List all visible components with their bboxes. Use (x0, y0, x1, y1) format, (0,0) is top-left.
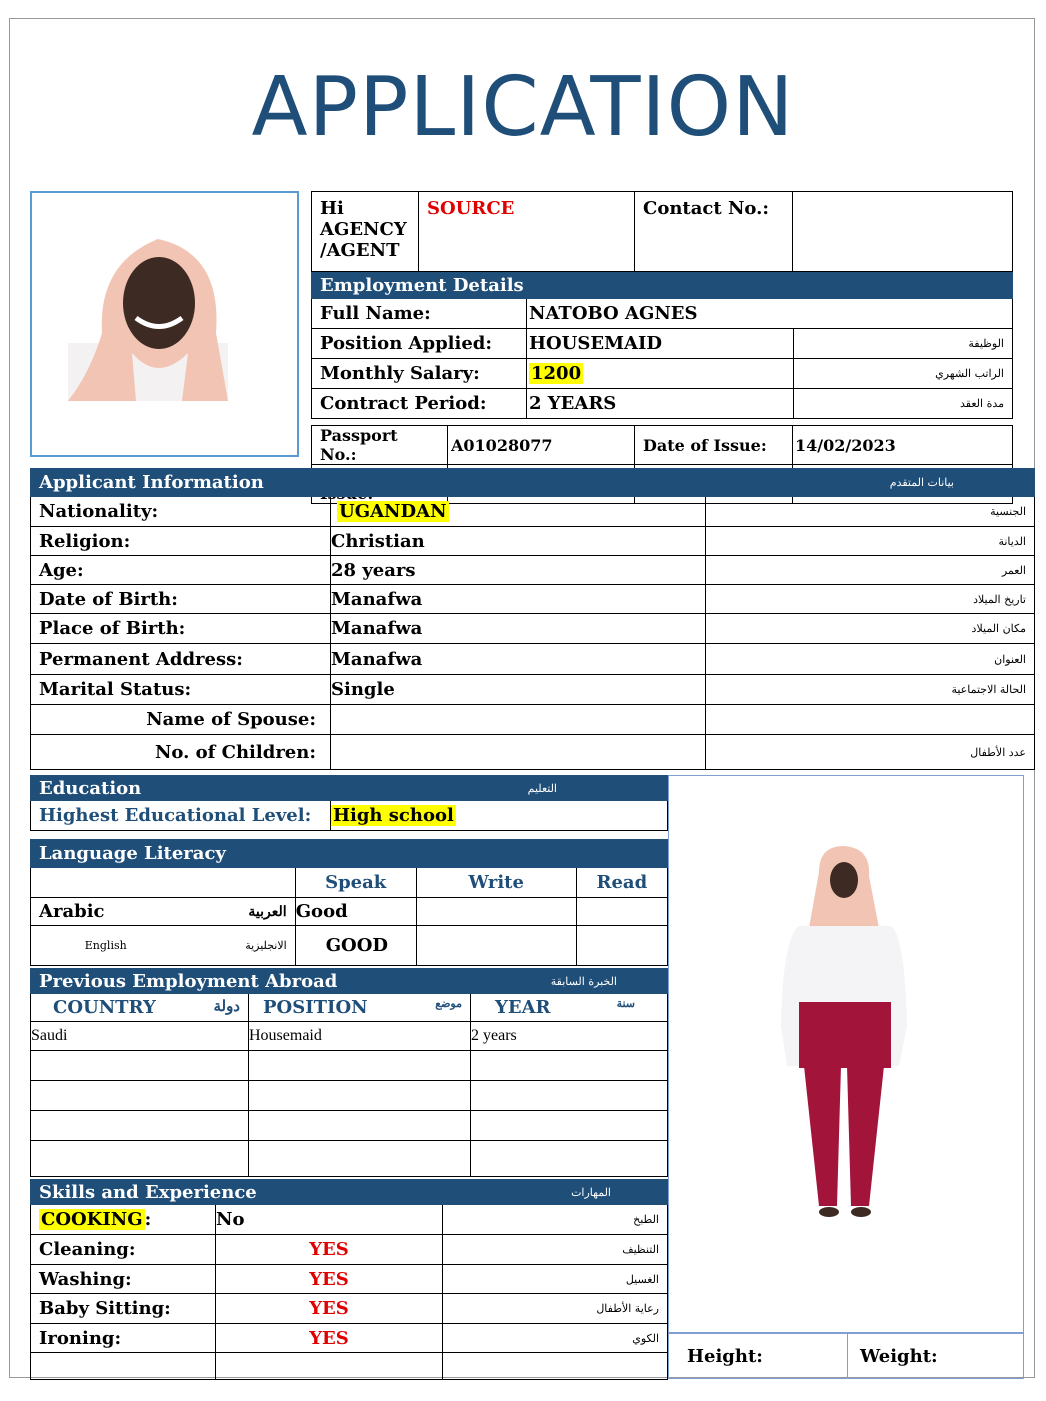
english-read (576, 926, 667, 966)
spouse-label: Name of Spouse: (31, 705, 331, 735)
table-row (31, 1022, 668, 1051)
babysitting-arabic: رعاية الأطفال (443, 1294, 668, 1324)
dob-label: Date of Birth: (31, 585, 331, 614)
spouse-arabic (706, 705, 1035, 735)
ironing-label: Ironing: (31, 1324, 216, 1353)
read-column-header: Read (576, 868, 667, 898)
year-column-arabic: سنة (616, 997, 635, 1010)
fullbody-photo (668, 775, 1024, 1333)
ironing-value: YES (216, 1324, 443, 1353)
previous-header: Previous Employment Abroad (31, 969, 471, 994)
height-label: Height: (669, 1334, 848, 1379)
address-label: Permanent Address: (31, 644, 331, 675)
speak-column-header: Speak (295, 868, 416, 898)
skills-header: Skills and Experience (31, 1180, 443, 1205)
english-write (416, 926, 576, 966)
religion-value: Christian (331, 527, 706, 556)
babysitting-value: YES (216, 1294, 443, 1324)
skills-header-arabic: المهارات (443, 1180, 668, 1205)
passport-no-label: Passport No.: (312, 426, 448, 465)
previous-country: Saudi (31, 1022, 249, 1051)
marital-label: Marital Status: (31, 675, 331, 705)
language-table (30, 839, 668, 966)
education-header-arabic: التعليم (331, 776, 668, 801)
nationality-value: UGANDAN (339, 501, 447, 522)
english-language-label: English (31, 926, 181, 966)
nationality-arabic: الجنسية (706, 497, 1035, 527)
children-arabic: عدد الأطفال (706, 735, 1035, 770)
contact-value (793, 192, 1013, 272)
education-level-label: Highest Educational Level: (31, 801, 331, 831)
pob-value: Manafwa (331, 614, 706, 644)
previous-position: Housemaid (249, 1022, 471, 1051)
passport-no-value: A01028077 (448, 426, 635, 465)
pob-arabic: مكان الميلاد (706, 614, 1035, 644)
table-row (31, 1111, 668, 1141)
age-arabic: العمر (706, 556, 1035, 585)
english-speak: GOOD (295, 926, 416, 966)
marital-value: Single (331, 675, 706, 705)
page-title: APPLICATION (251, 60, 795, 155)
arabic-language-arabic: العربية (181, 898, 296, 926)
marital-arabic: الحالة الاجتماعية (706, 675, 1035, 705)
contract-value: 2 YEARS (527, 389, 794, 419)
table-row (31, 1141, 668, 1177)
table-row (31, 1081, 668, 1111)
cooking-arabic: الطبخ (443, 1205, 668, 1235)
weight-label: Weight: (848, 1334, 1024, 1379)
age-label: Age: (31, 556, 331, 585)
country-column-header: COUNTRY (53, 997, 156, 1018)
education-header: Education (31, 776, 331, 801)
applicant-header: Applicant Information (31, 469, 706, 497)
age-value: 28 years (331, 556, 706, 585)
position-column-arabic: موضع (435, 997, 462, 1010)
arabic-language-label: Arabic (31, 898, 181, 926)
contact-label: Contact No.: (635, 192, 793, 272)
employment-table (311, 272, 1013, 419)
table-row (31, 1051, 668, 1081)
cooking-value: No (216, 1205, 443, 1235)
applicant-header-arabic: بيانات المتقدم (706, 469, 1035, 497)
nationality-label: Nationality: (31, 497, 331, 527)
previous-employment-table (30, 968, 668, 1177)
skills-table: Skills and Experience المهارات COOKING : No الطبخ Cleaning: YES التنظيف Washing: YES الغسيل Baby Sitting: YES رعاية الأطفال Ironing: YES الكوي (30, 1179, 668, 1380)
children-label: No. of Children: (31, 735, 331, 770)
washing-label: Washing: (31, 1265, 216, 1294)
pob-label: Place of Birth: (31, 614, 331, 644)
position-column-header: POSITION (263, 997, 368, 1018)
religion-label: Religion: (31, 527, 331, 556)
full-name-value: NATOBO AGNES (527, 299, 1013, 329)
children-value (331, 735, 706, 770)
address-value: Manafwa (331, 644, 706, 675)
portrait-photo (30, 191, 299, 457)
previous-year: 2 years (471, 1022, 668, 1051)
washing-value: YES (216, 1265, 443, 1294)
full-name-label: Full Name: (312, 299, 527, 329)
issue-date-value: 14/02/2023 (793, 426, 1013, 465)
salary-label: Monthly Salary: (312, 359, 527, 389)
position-value: HOUSEMAID (527, 329, 794, 359)
country-column-arabic: دولة (213, 997, 240, 1015)
position-label: Position Applied: (312, 329, 527, 359)
cooking-label: COOKING (41, 1209, 143, 1230)
salary-arabic: الراتب الشهري (794, 359, 1013, 389)
agency-label: Hi AGENCY /AGENT (312, 192, 419, 272)
previous-header-arabic: الخبرة السابقة (471, 969, 668, 994)
education-table (30, 775, 668, 831)
position-arabic: الوظيفة (794, 329, 1013, 359)
arabic-read (576, 898, 667, 926)
washing-arabic: الغسيل (443, 1265, 668, 1294)
cleaning-value: YES (216, 1235, 443, 1265)
spouse-value (331, 705, 706, 735)
employment-header: Employment Details (312, 273, 1013, 299)
salary-value: 1200 (531, 363, 582, 384)
cleaning-label: Cleaning: (31, 1235, 216, 1265)
year-column-header: YEAR (495, 997, 551, 1018)
source-label: SOURCE (419, 192, 635, 272)
height-weight-table (668, 1333, 1024, 1379)
language-header: Language Literacy (31, 840, 668, 868)
religion-arabic: الديانة (706, 527, 1035, 556)
issue-date-label: Date of Issue: (635, 426, 793, 465)
arabic-write (416, 898, 576, 926)
dob-value: Manafwa (331, 585, 706, 614)
agency-table (311, 191, 1013, 272)
babysitting-label: Baby Sitting: (31, 1294, 216, 1324)
dob-arabic: تاريخ الميلاد (706, 585, 1035, 614)
education-level-value: High school (333, 805, 454, 826)
cleaning-arabic: التنظيف (443, 1235, 668, 1265)
arabic-speak: Good (295, 898, 416, 926)
english-language-arabic: الانجليزية (181, 926, 296, 966)
contract-label: Contract Period: (312, 389, 527, 419)
applicant-table (30, 468, 1035, 770)
write-column-header: Write (416, 868, 576, 898)
ironing-arabic: الكوي (443, 1324, 668, 1353)
address-arabic: العنوان (706, 644, 1035, 675)
contract-arabic: مدة العقد (794, 389, 1013, 419)
